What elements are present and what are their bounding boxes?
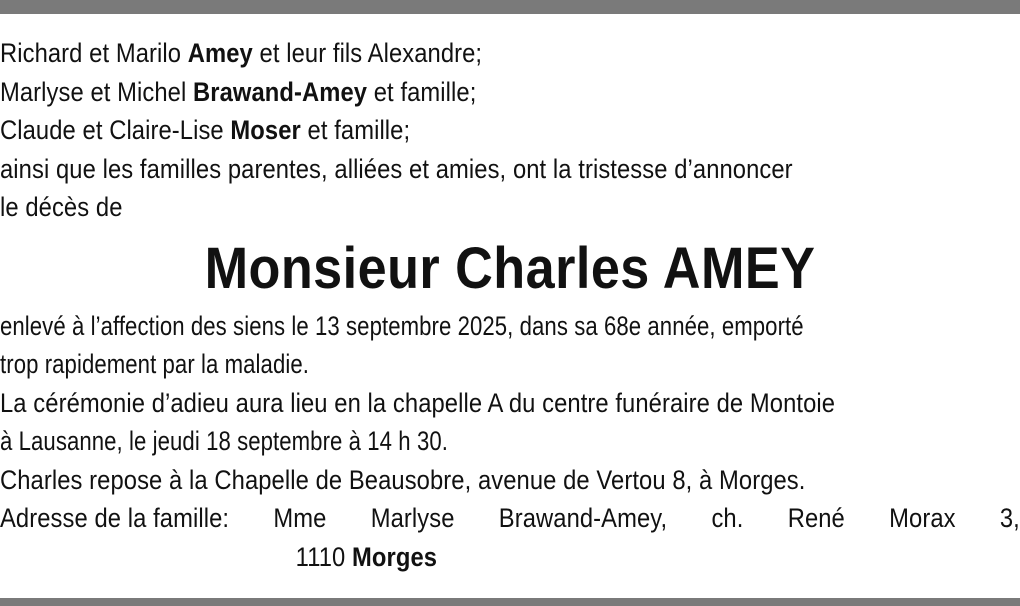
obituary-notice: [0, 34, 1020, 576]
family-surname: Brawand-Amey: [193, 76, 368, 107]
family-names: Marlyse et Michel: [0, 76, 194, 107]
family-names: Richard et Marilo: [0, 38, 188, 68]
repose-line: Charles repose à la Chapelle de Beausobre, avenue de Vertou 8, à Morges.: [0, 464, 806, 495]
family-address-line: [0, 499, 1020, 538]
address-word: Morax: [889, 503, 956, 533]
address-word: Mme: [273, 503, 327, 533]
announcement-line: ainsi que les familles parentes, alliées et amies, ont la tristesse d’annoncer: [0, 153, 793, 184]
address-word: René: [787, 503, 845, 533]
address-word: ch.: [711, 503, 744, 533]
ceremony-date-line: à Lausanne, le jeudi 18 septembre à 14 h 30.: [0, 426, 448, 456]
deceased-name: Monsieur Charles AMEY: [204, 235, 816, 301]
family-line-amey: [0, 34, 1020, 73]
ceremony-line: La cérémonie d’adieu aura lieu en la chapelle A du centre funéraire de Montoie: [0, 387, 836, 418]
family-names: Claude et Claire-Lise: [0, 115, 231, 145]
address-postcode: 1110: [295, 541, 353, 572]
address-word: Brawand-Amey,: [498, 503, 668, 533]
detail-line: trop rapidement par la maladie.: [0, 349, 309, 379]
address-city: Morges: [352, 541, 438, 572]
family-suffix: et famille;: [300, 115, 411, 145]
family-suffix: et leur fils Alexandre;: [252, 38, 483, 68]
address-word: 3,: [999, 503, 1020, 533]
family-suffix: et famille;: [367, 76, 477, 107]
detail-line: enlevé à l’affection des siens le 13 septembre 2025, dans sa 68e année, emporté: [0, 310, 804, 341]
address-label: Adresse de la famille:: [0, 503, 230, 533]
address-city-line: [0, 538, 1020, 577]
address-word: Marlyse: [370, 503, 455, 533]
bottom-rule: [0, 598, 1020, 606]
family-line-moser: [0, 111, 1020, 150]
family-surname: Moser: [230, 115, 301, 145]
top-rule: [0, 0, 1020, 14]
family-line-brawand-amey: [0, 73, 1020, 112]
family-surname: Amey: [187, 38, 253, 68]
announcement-line-end: le décès de: [0, 192, 123, 222]
